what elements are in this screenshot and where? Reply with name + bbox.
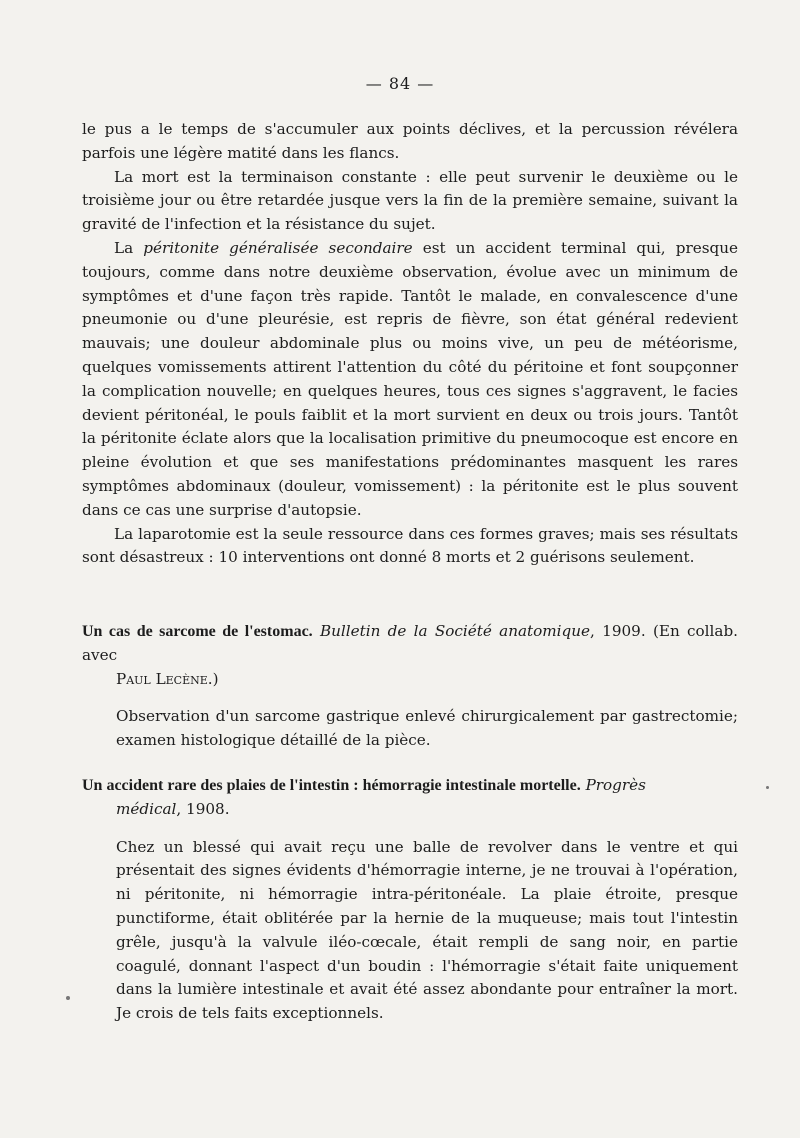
paragraph-4: La laparotomie est la seule ressource dans ces formes graves; mais ses résultats sont désastreux : 10 interventions ont donné 8 morts et 2 guérisons seulement. <box>82 524 738 567</box>
sarcoma-body: Observation d'un sarcome gastrique enlevé chirurgicalement par gastrectomie; examen histologique détaillé de la pièce. <box>116 707 738 750</box>
intestine-body: Chez un blessé qui avait reçu une balle de revolver dans le ventre et qui présentait des signes évidents d'hémorragie interne, je ne trouvai à l'opération, ni péritonite, ni hémorragie intra-péritonéale. La plaie étroite, presque punctiforme, était oblitérée par la hernie de la muqueuse; mais tout l'intestin grêle, jusqu'à la valvule iléo-cœcale, était rempli de sang noir, en partie coagulé, donnant l'aspect d'un boudin : l'hémorragie s'était faite uniquement dans la lumière intestinale et avait été assez abondante pour entraîner la mort. Je crois de tels faits exceptionnels. <box>116 837 738 1023</box>
intestine-title: Un accident rare des plaies de l'intestin : hémorragie intestinale mortelle. <box>82 777 581 794</box>
sarcoma-year: , 1909. (En collab. avec <box>82 622 739 664</box>
scan-speck <box>766 786 769 789</box>
intestine-citation <box>82 774 738 798</box>
section-intestine <box>82 774 738 1026</box>
scan-speck <box>66 996 70 1000</box>
paragraph-3 <box>82 237 738 523</box>
paragraph-2: La mort est la terminaison constante : elle peut survenir le deuxième ou le troisième jour ou être retardée jusque vers la fin de la première semaine, suivant la gravité de l'infection et la résistance du sujet. <box>82 167 738 234</box>
sarcoma-journal: Bulletin de la Société anatomique <box>319 622 591 640</box>
paragraph-3-body: est un accident terminal qui, presque toujours, comme dans notre deuxième observation, évolue avec un minimum de symptômes et d'une façon très rapide. Tantôt le malade, en convalescence d'une pneumonie ou d'une pleurésie, est repris de fièvre, son état général redevient mauvais; une douleur abdominale plus ou moins vive, un peu de météorisme, quelques vomissements attirent l'attention du côté du péritoine et font soupçonner la complication nouvelle; en quelques heures, tous ces signes s'aggravent, le facies devient péritonéal, le pouls faiblit et la mort survient en deux ou trois jours. Tantôt la péritonite éclate alors que la localisation primitive du pneumocoque est encore en pleine évolution et que ses manifestations prédominantes masquent les rares symptômes abdominaux (douleur, vomissement) : la péritonite est le plus souvent dans ce cas une surprise d'autopsie. <box>82 238 738 519</box>
intestine-journal-a: Progrès <box>585 776 646 794</box>
paragraph-1: le pus a le temps de s'accumuler aux points déclives, et la percussion révélera parfois une légère matité dans les flancs. <box>82 120 738 162</box>
section-peritonitis <box>82 118 738 570</box>
sarcoma-author-line <box>82 668 738 692</box>
paragraph-3-lead: La <box>114 238 144 257</box>
sarcoma-citation <box>82 620 738 668</box>
intestine-journal-line <box>82 798 738 822</box>
section-sarcoma <box>82 620 738 753</box>
page-number: — 84 — <box>365 74 435 93</box>
paragraph-3-italic: péritonite généralisée secondaire <box>143 238 413 257</box>
intestine-year: , 1908. <box>176 799 230 818</box>
intestine-journal-b: médical <box>116 799 177 818</box>
sarcoma-title: Un cas de sarcome de l'estomac. <box>82 623 313 640</box>
sarcoma-author: Paul Lecène.) <box>116 669 219 688</box>
